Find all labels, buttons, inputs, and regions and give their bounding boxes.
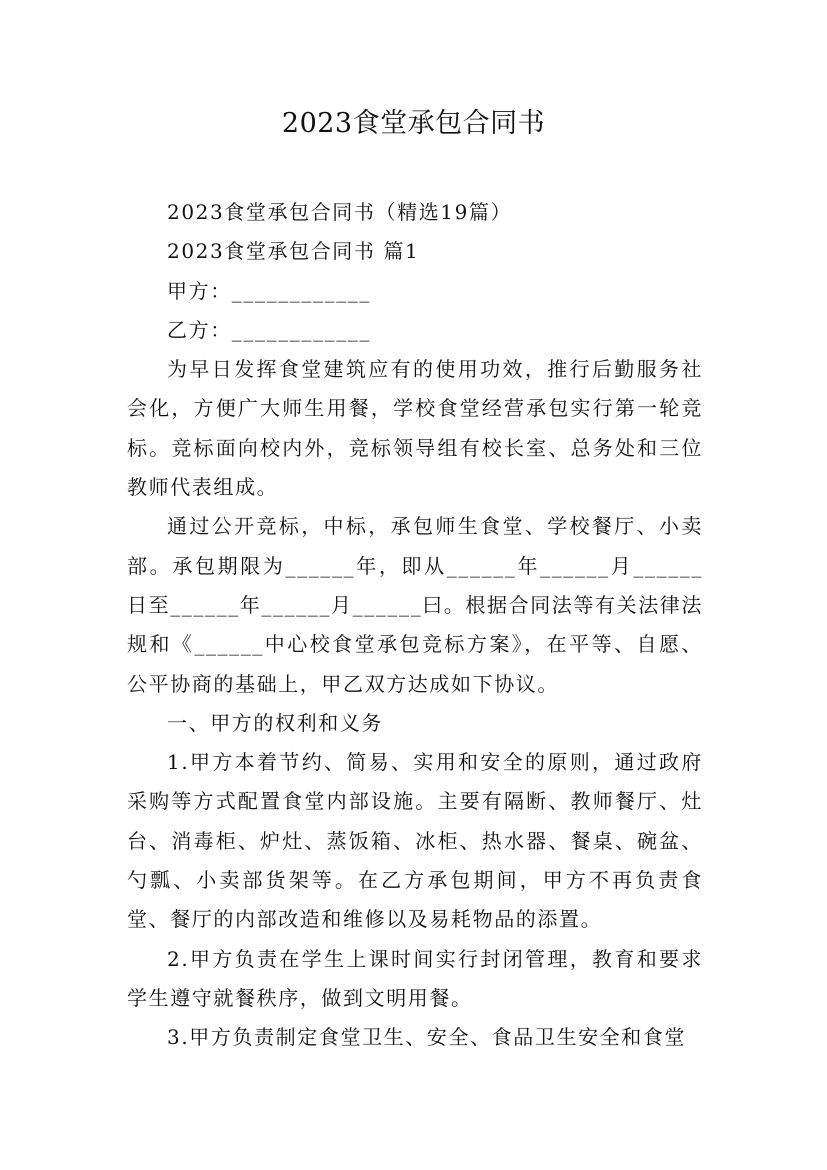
section-heading-party-a-rights: 一、甲方的权利和义务 xyxy=(167,710,383,735)
clause-3: 3.甲方负责制定食堂卫生、安全、食品卫生安全和食堂 xyxy=(167,1025,687,1050)
paragraph-bidding: 通过公开竞标，中标，承包师生食堂、学校餐厅、小卖部。承包期限为______年，即从______年______月______日至______年______月______曰。根据合同法等有关法律法规和《______中心校食堂承包竞标方案》，在平等、自愿、公平协商的基础上，甲乙双方达成如下协议。 xyxy=(127,514,703,696)
document-body xyxy=(127,193,703,1058)
clause-1: 1.甲方本着节约、简易、实用和安全的原则，通过政府采购等方式配置食堂内部设施。主要有隔断、教师餐厅、灶台、消毒柜、炉灶、蒸饭箱、冰柜、热水器、餐桌、碗盆、勺瓢、小卖部货架等。在乙方承包期间，甲方不再负责食堂、餐厅的内部改造和维修以及易耗物品的添置。 xyxy=(127,750,703,932)
paragraph-party-a: 甲方：____________ xyxy=(167,278,371,303)
paragraph-purpose: 为早日发挥食堂建筑应有的使用功效，推行后勤服务社会化，方便广大师生用餐，学校食堂经营承包实行第一轮竞标。竞标面向校内外，竞标领导组有校长室、总务处和三位教师代表组成。 xyxy=(127,357,703,500)
paragraph-heading-chapter: 2023食堂承包合同书 篇1 xyxy=(167,239,420,264)
document-title: 2023食堂承包合同书 xyxy=(281,108,546,139)
paragraph-party-b: 乙方：____________ xyxy=(167,317,371,342)
paragraph-heading-collection: 2023食堂承包合同书（精选19篇） xyxy=(167,200,513,224)
clause-2: 2.甲方负责在学生上课时间实行封闭管理，教育和要求学生遵守就餐秩序，做到文明用餐。 xyxy=(127,946,703,1010)
